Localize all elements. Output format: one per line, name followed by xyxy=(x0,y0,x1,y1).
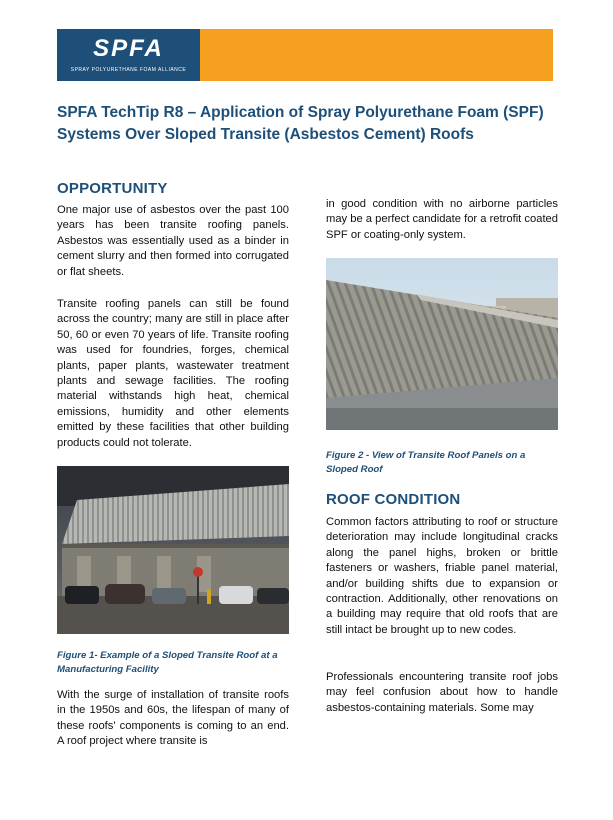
opportunity-paragraph-1: One major use of asbestos over the past 100 years has been transite roofing panels. Asbestos was essentially used as a binder in cement slurry and then formed into corrugated or flat sheets. xyxy=(57,204,289,278)
header-accent-bar xyxy=(200,29,553,81)
opportunity-paragraph-continued: in good condition with no airborne particles may be a perfect candidate for a retrofit coated SPF or coating-only system. xyxy=(326,198,558,241)
roof-condition-paragraph-1: Common factors attributing to roof or structure deterioration may include longitudinal cracks along the panel highs, broken or brittle fasteners or washers, friable panel material, and/or building shifts due to expansion or contraction. Additionally, other renovations on a building may require that old roofs that are still intact be brought up to new codes. xyxy=(326,516,558,636)
opportunity-paragraph-3: With the surge of installation of transite roofs in the 1950s and 60s, the lifespan of many of these roofs' components is coming to an end. A roof project where transite is xyxy=(57,689,289,748)
roof-condition-heading: ROOF CONDITION xyxy=(326,491,461,508)
document-title: SPFA TechTip R8 – Application of Spray Polyurethane Foam (SPF) Systems Over Sloped Transite (Asbestos Cement) Roofs xyxy=(57,104,544,143)
spfa-logo xyxy=(57,29,200,81)
figure-2-caption: Figure 2 - View of Transite Roof Panels on a Sloped Roof xyxy=(326,450,526,475)
figure-1-photo xyxy=(57,466,289,634)
roof-condition-paragraph-2: Professionals encountering transite roof jobs may feel confusion about how to handle asbestos-containing materials. Some may xyxy=(326,671,558,714)
logo-text: SPFA xyxy=(93,35,164,62)
logo-subtitle: SPRAY POLYURETHANE FOAM ALLIANCE xyxy=(70,67,187,73)
figure-1-caption: Figure 1- Example of a Sloped Transite Roof at a Manufacturing Facility xyxy=(57,650,278,675)
opportunity-paragraph-2: Transite roofing panels can still be found across the country; many are still in place after 50, 60 or even 70 years of life. Transite roofing was used for foundries, forges, chemical plants, paper plants, wastewater treatment plants and sewage facilities. The roofing material withstands high heat, chemical emissions, humidity and other elements emitted by these facilities that other building products could not tolerate. xyxy=(57,298,289,449)
opportunity-heading: OPPORTUNITY xyxy=(57,180,168,197)
figure-2-photo xyxy=(326,258,558,430)
